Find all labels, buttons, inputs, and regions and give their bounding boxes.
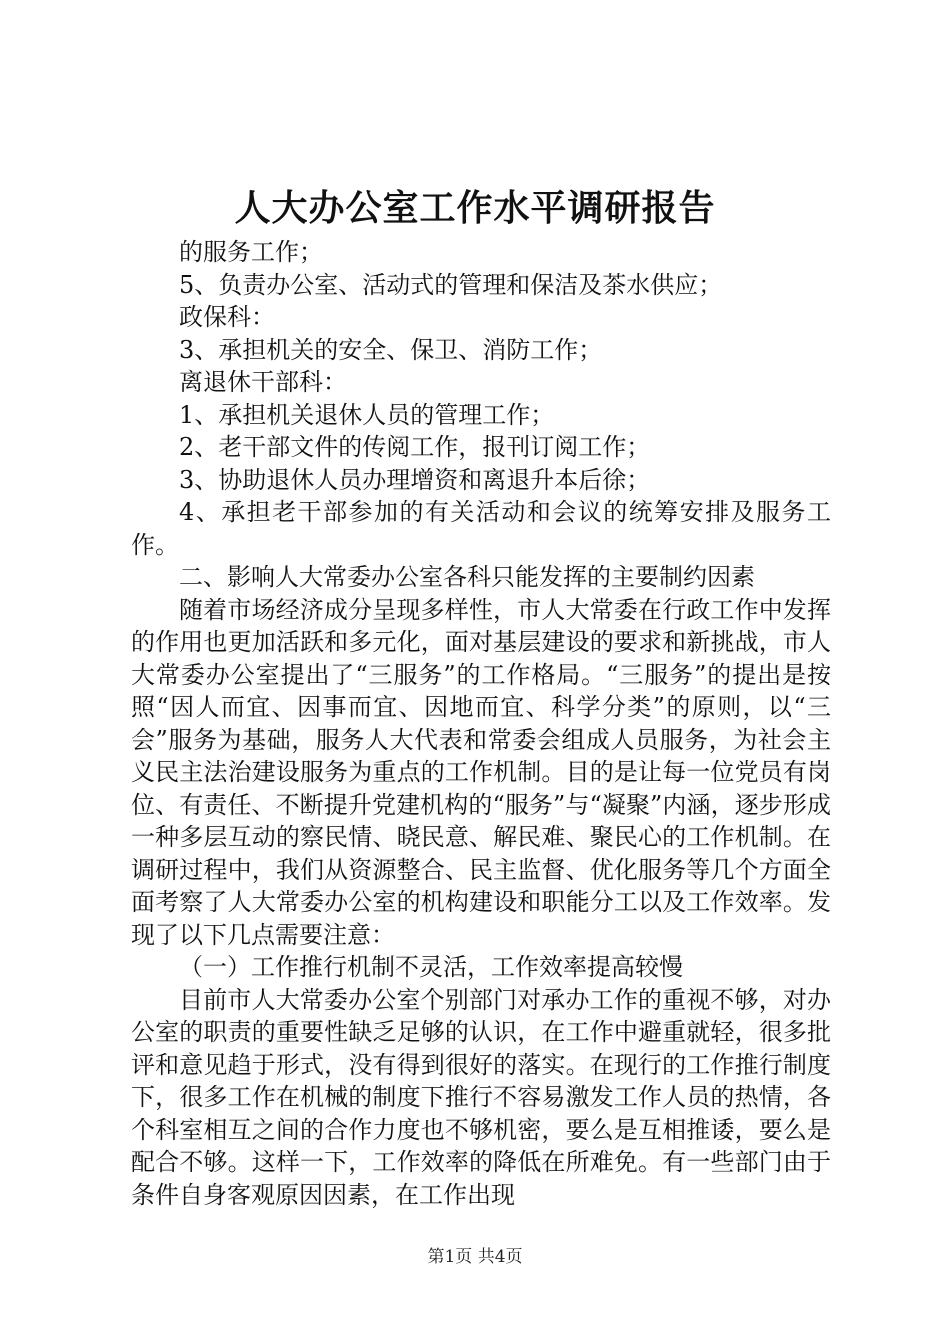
text-line: 5、负责办公室、活动式的管理和保洁及茶水供应； xyxy=(179,270,723,299)
text-line: 1、承担机关退休人员的管理工作； xyxy=(179,400,555,429)
paragraph: 4、承担老干部参加的有关活动和会议的统筹安排及服务工作。 xyxy=(131,498,831,559)
text-line: 3、协助退休人员办理增资和离退升本后徐； xyxy=(179,465,651,494)
text-line: 2、老干部文件的传阅工作，报刊订阅工作； xyxy=(179,433,651,461)
document-body xyxy=(131,236,831,1211)
text-line: 的服务工作； xyxy=(179,238,323,266)
section-heading: 二、影响人大常委办公室各科只能发挥的主要制约因素 xyxy=(179,563,755,591)
text-line: 离退休干部科： xyxy=(179,368,347,396)
document-title: 人大办公室工作水平调研报告 xyxy=(234,187,716,229)
page-footer: 第1页 共4页 xyxy=(427,1247,523,1267)
text-line: 政保科： xyxy=(179,303,275,331)
paragraph: 目前市人大常委办公室个别部门对承办工作的重视不够，对办公室的职责的重要性缺乏足够的认识，在工作中避重就轻，很多批评和意见趋于形式，没有得到很好的落实。在现行的工作推行制度下，很多工作在机械的制度下推行不容易激发工作人员的热情，各个科室相互之间的合作力度也不够机密，要么是互相推诿，要么是配合不够。这样一下，工作效率的降低在所难免。有一些部门由于条件自身客观原因因素，在工作出现 xyxy=(131,985,831,1209)
text-line: 3、承担机关的安全、保卫、消防工作； xyxy=(179,335,603,364)
subsection-heading: （一）工作推行机制不灵活，工作效率提高较慢 xyxy=(179,953,683,981)
paragraph: 随着市场经济成分呈现多样性，市人大常委在行政工作中发挥的作用也更加活跃和多元化，面对基层建设的要求和新挑战，市人大常委办公室提出了“三服务”的工作格局。“三服务”的提出是按照“因人而宜、因事而宜、因地而宜、科学分类”的原则，以“三会”服务为基础，服务人大代表和常委会组成人员服务，为社会主义民主法治建设服务为重点的工作机制。目的是让每一位党员有岗位、有责任、不断提升党建机构的“服务”与“凝聚”内涵，逐步形成一种多层互动的察民情、晓民意、解民难、聚民心的工作机制。在调研过程中，我们从资源整合、民主监督、优化服务等几个方面全面考察了人大常委办公室的机构建设和职能分工以及工作效率。发现了以下几点需要注意： xyxy=(131,595,831,949)
